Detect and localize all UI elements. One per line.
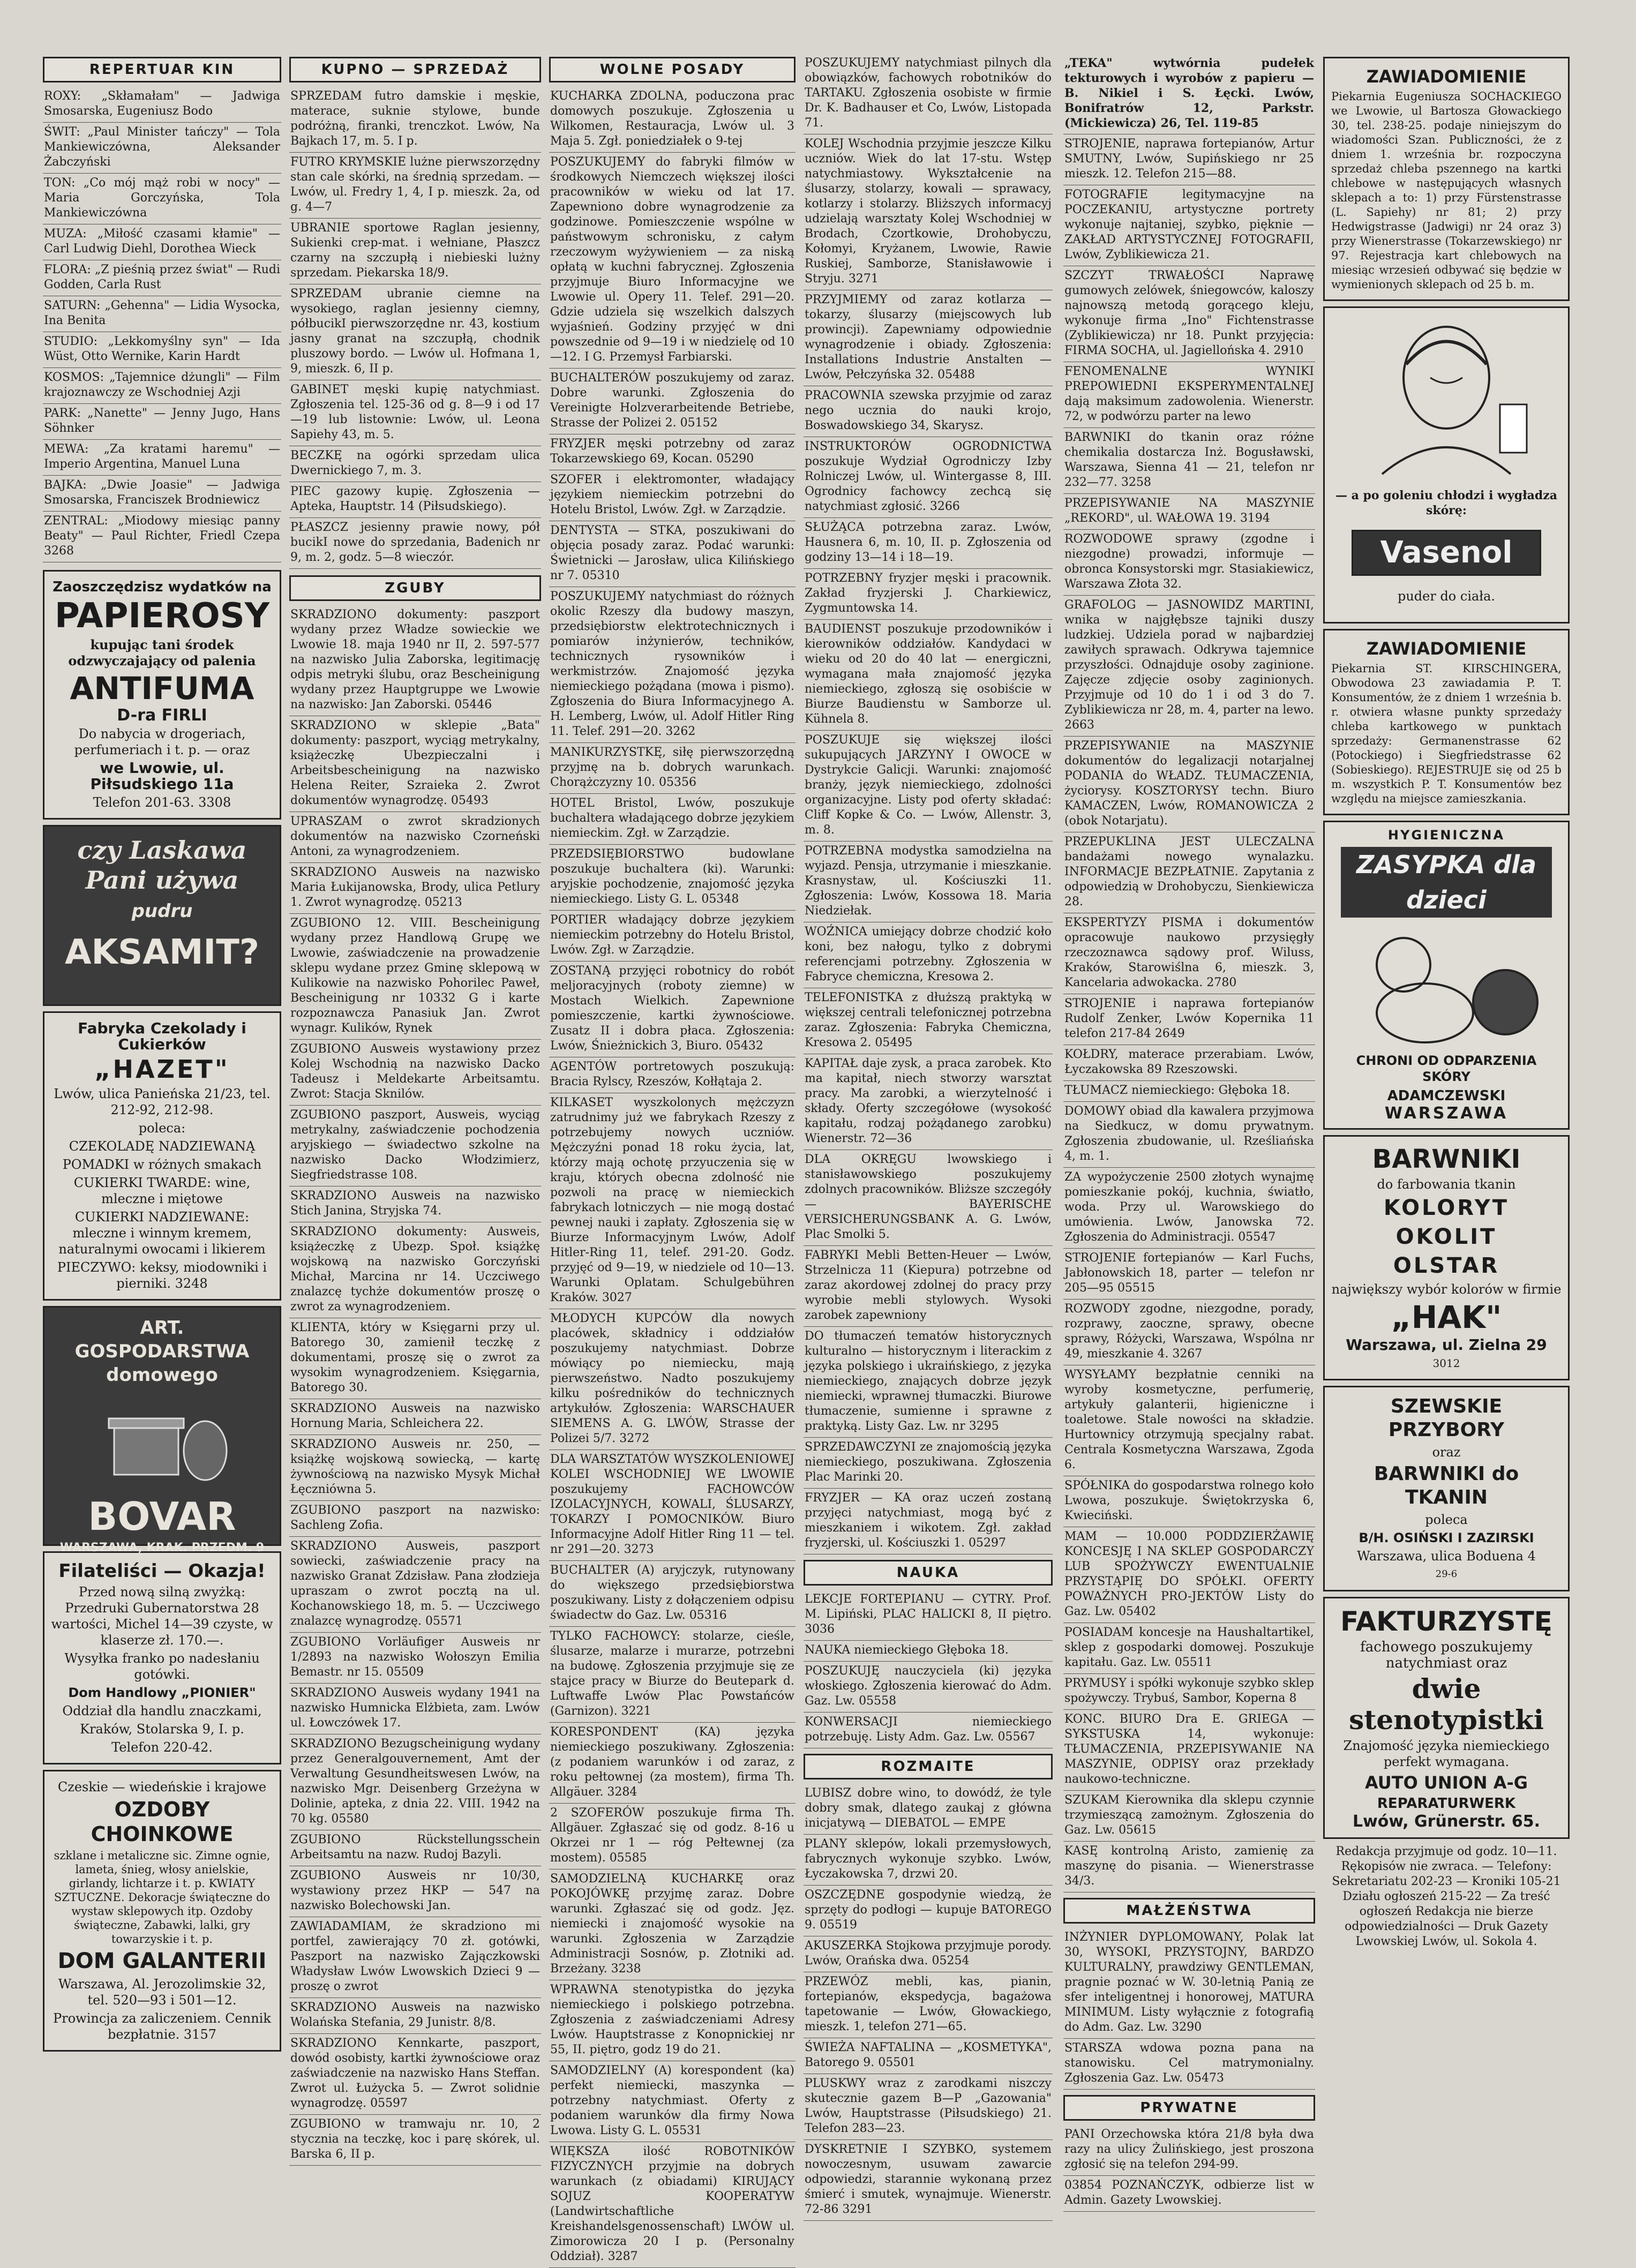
classified-ad: MANIKURZYSTKĘ, siłę pierwszorzędną przyjmę na b. dobrych warunkach. Chorążczyzny 10. 05356 bbox=[549, 743, 796, 794]
antifuma-brand: ANTIFUMA bbox=[70, 670, 254, 707]
classified-ad: AGENTÓW portretowych poszukują: Bracia Rylscy, Rzeszów, Kołłątaja 2. bbox=[549, 1057, 796, 1093]
fakturzyste-headline: FAKTURZYSTĘ bbox=[1340, 1606, 1552, 1637]
ozdoby-ad bbox=[43, 1770, 281, 2052]
column-4 bbox=[804, 54, 1053, 2216]
aksamit-ad bbox=[43, 825, 281, 1006]
man-hair bbox=[1406, 342, 1487, 365]
classified-ad: MŁODYCH KUPCÓW dla nowych placówek, składnicy i oddziałów poszukujemy natychmiast. Dobrze mówiący po niemiecku, mają pierwszeństwo. Nadto poszukujemy kilku pośredników do technicznych artykułów. Zgłoszenia: WARSCHAUER SIEMENS A. G. LWÓW, Strasse der Polizei 5/7. 3272 bbox=[549, 1309, 796, 1450]
classified-ad: POSZUKUJEMY natychmiast do różnych okolic Rzeszy dla budowy maszyn, przedsiębiorstw elektrotechnicznych i pomiarów inżynierów, techników, technicznych rysowników i werkmistrzów. Znajomość języka niemieckiego pożądana (mowa i pismo). Zgłoszenia do Biura Informacyjnego A. H. Lemberg, Lwów, ul. Adolf Hitler Ring 11. Telef. 291—20. 3262 bbox=[549, 587, 796, 743]
zawiadomienie-sochacki bbox=[1323, 57, 1570, 301]
classified-ad: WYSYŁAMY bezpłatnie cenniki na wyroby kosmetyczne, perfumerię, artykuły galanterii, higieniczne i toaletowe. Stale nowości na składzie. Hurtownicy otrzymują specjalny rabat. Centrala Kosmetyczna Warszawa, Zgoda 6. bbox=[1063, 1365, 1315, 1476]
classified-ad: SKRADZIONO dokumenty: Ausweis, książeczkę z Ubezp. Społ. książkę wojskową na nazwisko Gorczyński Michał, Marcina nr 14. Uczciwego znalazcę tychże dokumentów proszę o zwrot za wynagrodzeniem. bbox=[289, 1222, 541, 1318]
barwniki-olstar: OLSTAR bbox=[1393, 1253, 1500, 1278]
rozmaite-list bbox=[804, 1784, 1053, 2221]
filatelisci-line2: Przed nową silną zwyżką: Przedruki Gubernatorstwa 28 wartości, Michel 14—39 czyste, w klaserze zł. 170.—. bbox=[51, 1584, 273, 1648]
classified-ad: MEWA: „Za kratami haremu" — Imperio Argentina, Manuel Luna bbox=[43, 440, 281, 476]
aksamit-brand: AKSAMIT? bbox=[64, 933, 260, 972]
zawiadomienie-kirschinger-head: ZAWIADOMIENIE bbox=[1366, 639, 1527, 659]
classified-ad: ROZWODY zgodne, niezgodne, porady, rozprawy, zaoczne, sprawy, obecne sprawy, Różycki, Warszawa, Wspólna nr 49, mieszkanie 4. 3267 bbox=[1063, 1300, 1315, 1365]
column-6 bbox=[1323, 54, 1570, 2132]
classified-ad: SKRADZIONO Ausweis, paszport sowiecki, zaświadczenie pracy na nazwisko Granat Zdzisław. Pana złodzieja upraszam o zwrot pocztą na ul. Kochanowskiego 18, m. 5. — Uczciwego znalazcę wynagrodzę. 05571 bbox=[289, 1537, 541, 1633]
papierosy-ad-address: we Lwowie, ul. Piłsudskiego 11a bbox=[90, 759, 234, 793]
classified-ad: PRZEDSIĘBIORSTWO budowlane poszukuje buchaltera (ki). Warunki: aryjskie pochodzenie, znajomość języka niemieckiego. Listy G. L. 05348 bbox=[549, 845, 796, 911]
classified-ad: KLIENTA, który w Księgarni przy ul. Batorego 30, zamienił teczkę z dokumentami, proszę się o zwrot za wysokim wynagrodzeniem. Księgarnia, Batorego 30. bbox=[289, 1318, 541, 1399]
aksamit-ad-line1: czy Laskawa Pani używa bbox=[77, 836, 247, 895]
fakturzyste-stenotypistki: dwie stenotypistki bbox=[1349, 1673, 1544, 1736]
hazet-item3: CUKIERKI TWARDE: wine, mleczne i miętowe bbox=[73, 1175, 251, 1206]
zasypka-slogan: CHRONI OD ODPARZENIA SKÓRY bbox=[1356, 1053, 1537, 1084]
bovar-illustration bbox=[82, 1394, 243, 1485]
papierosy-ad-headline: PAPIEROSY bbox=[54, 596, 270, 636]
classified-ad: KASĘ kontrolną Aristo, zamienię za maszynę do pisania. — Wienerstrasse 34/3. bbox=[1063, 1842, 1315, 1892]
classified-ad: BUCHALTERÓW poszukujemy od zaraz. Dobre warunki. Zgłoszenia do Vereinigte Holzverarbeitende Betriebe, Strasse der Polizei 2. 05152 bbox=[549, 369, 796, 434]
fakturzyste-line2: fachowego poszukujemy natychmiast oraz bbox=[1360, 1639, 1533, 1671]
classified-ad: SKRADZIONO w sklepie „Bata" dokumenty: paszport, wyciąg metrykalny, książeczkę Ubezpieczalni i Arbeitsbescheinigung na nazwisko Helena Reiter, Szraieka 2. Zwrot dokumentów wynagrodzę. 05493 bbox=[289, 716, 541, 812]
classified-ad: PARK: „Nanette" — Jenny Jugo, Hans Söhnker bbox=[43, 404, 281, 440]
baby-illustration bbox=[1345, 922, 1548, 1050]
szewskie-przybory-ad bbox=[1323, 1386, 1570, 1591]
classified-ad: SKRADZIONO Ausweis wydany 1941 na nazwisko Humnicka Elżbieta, zam. Lwów ul. Łowczówek 17. bbox=[289, 1684, 541, 1734]
barwniki-hak-ad bbox=[1323, 1135, 1570, 1380]
ozdoby-brand: DOM GALANTERII bbox=[57, 1949, 267, 1973]
hazet-item5: PIECZYWO: keksy, miodowniki i pierniki. 3248 bbox=[57, 1260, 267, 1291]
classified-ad: POSZUKUJEMY do fabryki filmów w środkowych Niemczech większej ilości pracowników w wieku od lat 17. Zapewniono dobre wynagrodzenie za godzinowe. Pomieszczenie wspólne w państwowym schronisku, z całym rzeczowym wyżywieniem — za niską opłatą w kuchni fabrycznej. Zgłoszenia przyjmuje Biuro Informacyjne we Lwowie ul. Opery 11. Telef. 291—20. Gdzie udziela się wszelkich dalszych wyjaśnień. Godziny przyjęć w dni powszednie od 9—19 i w niedzielę od 10—12. I G. Przemysł Farbiarski. bbox=[549, 153, 796, 369]
classified-ad: SKRADZIONO Ausweis nr. 250, — książkę wojskową sowiecką, — kartę żywnościową na nazwisko Mysyk Michał Łęczniówna 5. bbox=[289, 1435, 541, 1501]
classified-ad: UBRANIE sportowe Raglan jesienny, Sukienki crep-mat. i wełniane, Płaszcz czarny na szczupłą i niebieski lużny sprzedam. Piekarska 18/9. bbox=[289, 219, 541, 284]
teka-ad: „TEKA" wytwórnia pudełek tekturowych i wyrobów z papieru — B. Nikiel i S. Łęcki. Lwów, Bonifratrów 12, Parkstr. (Mickiewicza) 26, Tel. 119-85 bbox=[1063, 54, 1315, 134]
classified-ad: GRAFOLOG — JASNOWIDZ MARTINI, wnika w najgłębsze tajniki duszy ludzkiej. Udziela porad w najbardziej zawiłych sprawach. Odkrywa tajemnice przyszłości. Odnajduje osoby zaginione. Zajęcze zdjęcie osoby zaginionych. Przyjmuje od 10 do 1 i od 3 do 7. Zyblikiewicza nr 28, m. 4, parter na lewo. 2663 bbox=[1063, 596, 1315, 737]
zawiadomienie-kirschinger-text: Piekarnia ST. KIRSCHINGERA, Obwodowa 23 zawiadamia P. T. Konsumentów, że z dniem 1 września b. r. otwiera własne punkty sprzedaży chleba kartkowego w punktach sprzedaży: Germanenstrasse 62 (Potockiego) i Siegfriedstrasse 62 (Sobieskiego). REJESTRUJE się od 25 b m. wszystkich P. T. Konsumentów bez względu na miejsce zamieszkania. bbox=[1331, 662, 1562, 805]
classified-ad: DYSKRETNIE I SZYBKO, systemem nowoczesnym, usuwam zawarcie odpowiedzi, starannie wykonaną przez śmierć i smutek, wynajmuje. Wienerstr. 72-86 3291 bbox=[804, 2140, 1053, 2221]
classified-ad: KAPITAŁ daje zysk, a praca zarobek. Kto ma kapitał, niech stworzy warsztat pracy. Ma zarobki, a wierzytelność i składy. Oferty szczegółowe (wysokość kapitału, rodzaj pożądanego zarobku) Wienerstr. 72—36 bbox=[804, 1054, 1053, 1150]
filatelisci-line4: Dom Handlowy „PIONIER" bbox=[68, 1685, 256, 1700]
classified-ad: DO tłumaczeń tematów historycznych kulturalno — historycznym i literackim z języka polskiego i ukraińskiego, z języka niemieckiego, znających dobrze język niemiecki, wprawnej tłumaczki. Biurowe tłumaczenie, sumienne i sprawne z praktyką. Listy Gaz. Lw. nr 3295 bbox=[804, 1327, 1053, 1438]
zasypka-ad bbox=[1323, 821, 1570, 1130]
nauka-list bbox=[804, 1590, 1053, 1748]
ozdoby-headline: OZDOBY CHOINKOWE bbox=[91, 1798, 234, 1846]
aksamit-ad-line2: pudru bbox=[131, 900, 193, 922]
barwniki-headline: BARWNIKI bbox=[1372, 1144, 1521, 1174]
powder-jar bbox=[1500, 404, 1527, 453]
zasypka-maker: ADAMCZEWSKI bbox=[1387, 1088, 1506, 1104]
classified-ad: POSIADAM koncesje na Haushaltartikel, sklep z gospodarki domowej. Poszukuje kapitału. Gaz. Lw. 05511 bbox=[1063, 1623, 1315, 1674]
ozdoby-line1: Czeskie — wiedeńskie i krajowe bbox=[57, 1779, 267, 1794]
classified-ad: HOTEL Bristol, Lwów, poszukuje buchaltera władającego dobrze językiem niemieckim. Zgł. w Zarządzie. bbox=[549, 794, 796, 845]
baby-body bbox=[1377, 983, 1473, 1042]
zguby-list bbox=[289, 605, 541, 2166]
uslugi-list bbox=[1063, 134, 1315, 1892]
papierosy-ad-line1: Zaoszczędzisz wydatków na bbox=[52, 579, 272, 595]
fakturzyste-line4: Znajomość języka niemieckiego perfekt wymagana. bbox=[1343, 1738, 1550, 1769]
man-shoulders bbox=[1382, 447, 1511, 474]
column-5 bbox=[1063, 54, 1315, 2207]
classified-ad: 2 SZOFERÓW poszukuje firma Th. Allgäuer. Zgłaszać się od godz. 8-16 u Okrzei nr 1 — róg Pełtewnej (za mostem). 05585 bbox=[549, 1804, 796, 1869]
classified-ad: MUZA: „Miłość czasami kłamie" — Carl Ludwig Diehl, Dorothea Wieck bbox=[43, 224, 281, 260]
classified-ad: POSZUKUJEMY natychmiast pilnych dla obowiązków, fachowych robotników do TARTAKU. Zgłoszenia osobiste w firmie Dr. K. Badhauser et Co, Lwów, Listopada 71. bbox=[804, 54, 1053, 134]
classified-ad: SKRADZIONO Ausweis na nazwisko Maria Łukijanowska, Brody, ulica Petlury 1. Zwrot wynagrodzę. 05213 bbox=[289, 863, 541, 914]
szewskie-poleca: poleca bbox=[1425, 1512, 1468, 1527]
hazet-brand: „HAZET" bbox=[94, 1055, 230, 1084]
filatelisci-line5: Oddział dla handlu znaczkami, bbox=[62, 1703, 262, 1718]
ozdoby-line6: Prowincja za zaliczeniem. Cennik bezpłatnie. 3157 bbox=[53, 2011, 271, 2042]
classified-ad: KONWERSACJI niemieckiego potrzebuję. Listy Adm. Gaz. Lw. 05567 bbox=[804, 1713, 1053, 1748]
vasenol-brand: Vasenol bbox=[1352, 530, 1541, 576]
classified-ad: GABINET męski kupię natychmiast. Zgłoszenia tel. 125-36 od g. 8—9 i od 17—19 lub listownie: Lwów, ul. Leona Sapiehy 43, m. 5. bbox=[289, 380, 541, 446]
bovar-ad bbox=[43, 1306, 281, 1554]
hak-number: 3012 bbox=[1432, 1357, 1460, 1370]
classified-ad: ZGUBIONO paszport na nazwisko: Sachleng Zofia. bbox=[289, 1501, 541, 1537]
classified-ad: SPRZEDAM ubranie ciemne na wysokiego, raglan jesienny ciemny, półbucikI pierwszorzędne nr. 43, kostium jasny granat na szczupłą, chodnik pluszowy bordo. — Lwów ul. Hofmana 1, 9, mieszk. 6, II p. bbox=[289, 284, 541, 380]
classified-ad: SAMODZIELNY (A) korespondent (ka) perfekt niemiecki, maszynka — potrzebny natychmiast. Oferty z podaniem warunków dla firmy Nowa Lwowa. Listy G. L. 05531 bbox=[549, 2061, 796, 2142]
filatelisci-ad bbox=[43, 1551, 281, 1764]
man-face-line bbox=[1430, 378, 1462, 383]
classified-ad: BUCHALTER (A) aryjczyk, rutynowany do większego przedsiębiorstwa poszukiwany. Listy z dołączeniem odpisu świadectw do Gaz. Lw. 05316 bbox=[549, 1561, 796, 1627]
papierosy-ad-phone: Telefon 201-63. 3308 bbox=[93, 795, 231, 810]
classified-ad: KUCHARKA ZDOLNA, poduczona prac domowych poszukuje. Zgłoszenia u Wilkomen, Restauracja, Lwów ul. 3 Maja 5. Zgł. poniedziałek o 9-tej bbox=[549, 87, 796, 153]
szewskie-barwniki: BARWNIKI do TKANIN bbox=[1374, 1463, 1519, 1508]
zasypka-brand: ZASYPKA dla dzieci bbox=[1341, 847, 1552, 918]
auto-union-brand: AUTO UNION A-G bbox=[1364, 1773, 1528, 1793]
auto-union-line6: REPARATURWERK bbox=[1377, 1796, 1516, 1812]
classified-ad: ZENTRAL: „Miodowy miesiąc panny Beaty" — Paul Richter, Friedl Czepa 3268 bbox=[43, 512, 281, 562]
classified-ad: PRACOWNIA szewska przyjmie od zaraz nego ucznia do nauki krojo, Boswadowskiego 34, Skarysz. bbox=[804, 386, 1053, 437]
fakturzyste-ad bbox=[1323, 1597, 1570, 1839]
section-header-malzenstwa: MAŁŻEŃSTWA bbox=[1063, 1898, 1315, 1924]
classified-ad: PIEC gazowy kupię. Zgłoszenia — Apteka, Hauptstr. 14 (Piłsudskiego). bbox=[289, 482, 541, 518]
powder-tin bbox=[1473, 970, 1537, 1034]
filatelisci-line6: Kraków, Stolarska 9, I. p. bbox=[80, 1722, 244, 1737]
section-header-rozmaite: ROZMAITE bbox=[804, 1754, 1053, 1779]
vasenol-ad bbox=[1323, 306, 1570, 624]
classified-ad: ZGUBIONO Vorläufiger Ausweis nr 1/2893 na nazwisko Wołoszyn Emilia Bemastr. nr 15. 05509 bbox=[289, 1633, 541, 1684]
classified-ad: SKRADZIONO Bezugscheinigung wydany przez Generalgouvernement, Amt der Verwaltung Gesundheitswesen Lwów, na nazwisko Mgr. Deisenberg Grzeżyna w Dolinie, apteka, z dnia 22. VIII. 1942 na 70 kg. 05580 bbox=[289, 1734, 541, 1830]
classified-ad: KONC. BIURO Dra E. GRIEGA — SYKSTUSKA 14, wykonuje: TŁUMACZENIA, PRZEPISYWANIE NA MASZYNIE, ODPISY oraz przekłady naukowo-techniczne. bbox=[1063, 1710, 1315, 1791]
filatelisci-line7: Telefon 220-42. bbox=[111, 1740, 213, 1755]
barwniki-koloryt: KOLORYT bbox=[1383, 1196, 1510, 1220]
section-header-repertuar: REPERTUAR KIN bbox=[43, 57, 281, 82]
classified-ad: DLA WARSZTATÓW WYSZKOLENIOWEJ KOLEI WSCHODNIEJ WE LWOWIE poszukujemy FACHOWCÓW IZOLACYJNYCH, KOWALI, ŚLUSARZY, TOKARZY I POMOCNIKÓW. Biuro Informacyjne Adolf Hitler Ring 11 — tel. nr 291—20. 3273 bbox=[549, 1450, 796, 1561]
column-3 bbox=[549, 54, 796, 2263]
classified-ad: 03854 POZNAŃCZYK, odbierze list w Admin. Gazety Lwowskiej. bbox=[1063, 2176, 1315, 2212]
classified-ad: ŚWIT: „Paul Minister tańczy" — Tola Mankiewiczówna, Aleksander Żabczyński bbox=[43, 123, 281, 174]
classified-ad: LEKCJE FORTEPIANU — CYTRY. Prof. M. Lipiński, PLAC HALICKI 8, II piętro. 3036 bbox=[804, 1590, 1053, 1641]
classified-ad: BECZKĘ na ogórki sprzedam ulica Dwernickiego 7, m. 3. bbox=[289, 446, 541, 482]
classified-ad: TON: „Co mój mąż robi w nocy" — Maria Gorczyńska, Tola Mankiewiczówna bbox=[43, 174, 281, 224]
classified-ad: BAJKA: „Dwie Joasie" — Jadwiga Smosarska, Franciszek Brodniewicz bbox=[43, 476, 281, 512]
classified-ad: STUDIO: „Lekkomyślny syn" — Ida Wüst, Otto Wernike, Karin Hardt bbox=[43, 332, 281, 368]
papierosy-ad-maker: D-ra FIRLI bbox=[117, 706, 207, 725]
classified-ad: FUTRO KRYMSKIE lużne pierwszorzędny stan cale skórki, na średnią sprzedam. — Lwów, ul. Fredry 1, 4, I p. mieszk. 2a, od g. 4—7 bbox=[289, 153, 541, 219]
classified-ad: AKUSZERKA Stojkowa przyjmuje porody. Lwów, Orańska dwa. 05254 bbox=[804, 1936, 1053, 1972]
classified-ad: DLA OKRĘGU lwowskiego i stanisławowskiego poszukujemy zdolnych pracowników. Bliższe szczegóły — BAYERISCHE VERSICHERUNGSBANK A. G. Lwów, Plac Smolki 5. bbox=[804, 1150, 1053, 1246]
classified-ad: ZGUBIONO Rückstellungsschein Arbeitsamtu na nazw. Rudoj Bazyli. bbox=[289, 1830, 541, 1866]
bovar-pot bbox=[114, 1426, 178, 1475]
classified-ad: KOSMOS: „Tajemnice dżungli" — Film krajoznawczy ze Wschodniej Azji bbox=[43, 368, 281, 404]
vasenol-line1: — a po goleniu chłodzi i wygładza skórę: bbox=[1335, 489, 1558, 517]
classified-ad: STARSZA wdowa pozna pana na stanowisku. Cel matrymonialny. Zgłoszenia Gaz. Lw. 05473 bbox=[1063, 2039, 1315, 2090]
classified-ad: PRZEPUKLINA JEST ULECZALNA bandażami nowego wynalazku. INFORMACJE BEZPŁATNIE. Zapytania z odpowiedzią w Drohobyczu, Sienkiewicza 28. bbox=[1063, 832, 1315, 913]
ozdoby-address: Warszawa, Al. Jerozolimskie 32, tel. 520—93 i 501—12. bbox=[58, 1977, 266, 2008]
classified-ad: FENOMENALNE WYNIKI PREPOWIEDNI EKSPERYMENTALNEJ dają maksimum zadowolenia. Wienerstr. 72, w podwórzu parter na lewo bbox=[1063, 362, 1315, 428]
section-header-wolne-posady: WOLNE POSADY bbox=[549, 57, 796, 82]
classified-ad: KORESPONDENT (KA) języka niemieckiego poszukiwany. Zgłoszenia: (z podaniem warunków i od zaraz, z roku pełtownej (za mostem), firma Th. Allgäuer. 3284 bbox=[549, 1723, 796, 1804]
section-header-kupno: KUPNO — SPRZEDAŻ bbox=[289, 57, 541, 82]
classified-ad: FOTOGRAFIE legitymacyjne na POCZEKANIU, artystyczne portrety wykonuje najtaniej, szybko, pięknie — ZAKŁAD ARTYSTYCZNEJ FOTOGRAFII, Lwów, Zyblikiewicza 21. bbox=[1063, 185, 1315, 266]
bovar-brand: BOVAR bbox=[88, 1494, 236, 1539]
redakcja-footer: Redakcja przyjmuje od godz. 10—11. Rękopisów nie zwraca. — Telefony: Sekretariatu 202-23 — Kroniki 105-21 Działu ogłoszeń 215-22 — Za treść ogłoszeń Redakcja nie bierze odpowiedzialności — Druk Gazety Lwowskiej Lwów, ul. Sokola 4. bbox=[1332, 1845, 1561, 1948]
hak-brand: „HAK" bbox=[1391, 1299, 1502, 1335]
classified-ad: SPRZEDAM futro damskie i męskie, materace, suknie stylowe, bunde podróżną, firanki, trenczkot. Lwów, Na Bajkach 17, m. 5. I p. bbox=[289, 87, 541, 153]
shaving-man-illustration bbox=[1345, 313, 1548, 474]
classified-ad: PANI Orzechowska która 21/8 była dwa razy na ulicy Żulińskiego, jest proszona zgłosić się na telefon 294-99. bbox=[1063, 2125, 1315, 2176]
column-2 bbox=[289, 54, 541, 2161]
classified-ad: STROJENIE fortepianów — Karl Fuchs, Jabłonowskich 18, parter — telefon nr 205—95 05515 bbox=[1063, 1249, 1315, 1300]
classified-ad: ZA wypożyczenie 2500 złotych wynajmę pomieszkanie pokój, kuchnia, światło, woda. Przy ul. Warowskiego do umówienia. Lwów, Janowska 72. Zgłoszenia do Administracji. 05547 bbox=[1063, 1168, 1315, 1249]
classified-ad: ZOSTANĄ przyjęci robotnicy do robót meljoracyjnych (roboty ziemne) w Mostach Wielkich. Zapewnione pomieszczenie, kartki żywnościowe. Zusatz II i dobra płaca. Zgłoszenia: Lwów, Śnieżnickich 3, Biuro. 05432 bbox=[549, 962, 796, 1057]
classified-ad: DENTYSTA — STKA, poszukiwani do objęcia posady zaraz. Podać warunki: Świetnicki — Jarosław, ulica Kilińskiego nr 7. 05310 bbox=[549, 521, 796, 587]
papierosy-ad bbox=[43, 570, 281, 820]
classified-ad: SKRADZIONO Kennkarte, paszport, dowód osobisty, kartki żywnościowe oraz zaświadczenie na nazwisko Hans Steffan. Zwrot ul. Łużycka 5. — Zwrot solidnie wynagrodzę. 05597 bbox=[289, 2034, 541, 2115]
classified-ad: PRYMUSY i spółki wykonuje szybko sklep spożywczy. Trybuś, Sambor, Koperna 8 bbox=[1063, 1674, 1315, 1710]
classified-ad: SPRZEDAWCZYNI ze znajomością języka niemieckiego, poszukiwana. Zgłoszenia Plac Marinki 20. bbox=[804, 1438, 1053, 1489]
classified-ad: EKSPERTYZY PISMA i dokumentów opracowuje naukowo przysięgły rzeczoznawca sądowy prof. Wiluss, Kraków, Starowiślna 6, mieszk. 3, Kancelaria adwokacka. 2780 bbox=[1063, 913, 1315, 994]
szewskie-number: 29-6 bbox=[1435, 1568, 1458, 1580]
classified-ad: SATURN: „Gehenna" — Lidia Wysocka, Ina Benita bbox=[43, 296, 281, 332]
hazet-item4: CUKIERKI NADZIEWANE: mleczne i winnym kremem, naturalnymi owocami i likierem bbox=[58, 1210, 266, 1257]
kupno-list bbox=[289, 87, 541, 569]
bovar-ad-line1: ART. GOSPODARSTWA domowego bbox=[74, 1317, 250, 1386]
classified-ad: SZUKAM Kierownika dla sklepu czynnie trzymieszącą zamożnym. Zgłoszenia do Gaz. Lw. 05615 bbox=[1063, 1791, 1315, 1842]
classified-ad: SZCZYT TRWAŁOŚCI Naprawę gumowych zelówek, śniegowców, kaloszy najnowszą metodą gorącego kleju, wykonuje firma „Ino" Fichtenstrasse (Zyblikiewicza) nr 18. Punkt przyjęcia: FIRMA SOCHA, ul. Jagiellońska 4. 2910 bbox=[1063, 266, 1315, 362]
classified-ad: ZGUBIONO Ausweis wystawiony przez Kolej Wschodnią na nazwisko Dacko Tadeusz i Meldekarte Arbeitsamtu. Zwrot: Stacja Sknilów. bbox=[289, 1040, 541, 1106]
barwniki-okolit: OKOLIT bbox=[1395, 1225, 1497, 1249]
classified-ad: ZGUBIONO Ausweis nr 10/30, wystawiony przez HKP — 547 na nazwisko Bolechowski Jan. bbox=[289, 1866, 541, 1917]
classified-ad: TYLKO FACHOWCY: stolarze, cieśle, ślusarze, malarze i murarze, potrzebni na budowę. Zgłoszenia przyjmuje się ze stajce pracy w Biurze do Beutepark d. Luftwaffe Lwów Plac Powstańców (Garnizon). 3221 bbox=[549, 1627, 796, 1723]
classified-ad: STROJENIE, naprawa fortepianów, Artur SMUTNY, Lwów, Supińskiego nr 25 mieszk. 12. Telefon 215—88. bbox=[1063, 134, 1315, 185]
classified-ad: PLUSKWY wraz z zarodkami niszczy skutecznie gazem B—P „Gazowania" Lwów, Hauptstrasse (Piłsudskiego) 21. Telefon 283—23. bbox=[804, 2074, 1053, 2140]
section-header-prywatne: PRYWATNE bbox=[1063, 2095, 1315, 2121]
classified-ad: PORTIER władający dobrze językiem niemieckim potrzebny do Hotelu Bristol, Lwów. Zgł. w Zarządzie. bbox=[549, 911, 796, 962]
szewskie-address: Warszawa, ulica Boduena 4 bbox=[1357, 1549, 1536, 1564]
szewskie-headline: SZEWSKIE PRZYBORY bbox=[1388, 1395, 1505, 1441]
classified-ad: ROXY: „Skłamałam" — Jadwiga Smosarska, Eugeniusz Bodo bbox=[43, 87, 281, 123]
classified-ad: POTRZEBNA modystka samodzielna na wyjazd. Pensja, utrzymanie i mieszkanie. Krasnystaw, ul. Kościuszki 11. Zgłoszenia: Lwów, Kossowa 18. Maria Niedziełak. bbox=[804, 842, 1053, 922]
classified-ad: SKRADZIONO Ausweis na nazwisko Stich Janina, Stryjska 74. bbox=[289, 1186, 541, 1222]
classified-ad: SKRADZIONO dokumenty: paszport wydany przez Władze sowieckie we Lwowie 18. maja 1940 nr II, 2. 597-577 na nazwisko Julia Zaborska, legitimację odpis metryki ślubu, oraz Bescheinigung wydany przez Hauptgruppe we Lwowie na nazwisko: Jan Zaborski. 05446 bbox=[289, 605, 541, 716]
classified-ad: FABRYKI Mebli Betten-Heuer — Lwów, Strzelnicza 11 (Kiepura) potrzebne od zaraz akordowej zdolnej do pracy przy wyrobie mebli stylowych. Wysoki zarobek zapewniony bbox=[804, 1246, 1053, 1327]
hazet-address: Lwów, ulica Panieńska 21/23, tel. 212-92, 212-98. bbox=[54, 1086, 271, 1117]
classified-ad: PŁASZCZ jesienny prawie nowy, pół bucikI nowe do sprzedania, Badenich nr 9, m. 2, godz. 5—8 wieczór. bbox=[289, 518, 541, 569]
barwniki-line6: największy wybór kolorów w firmie bbox=[1331, 1282, 1562, 1297]
classified-ad: KOŁDRY, materace przerabiam. Lwów, Łyczakowska 89 Rzeszowski. bbox=[1063, 1045, 1315, 1081]
classified-ad: PLANY sklepów, lokali przemysłowych, fabrycznych wykonuje szybko. Lwów, Łyczakowska 7, drzwi 20. bbox=[804, 1835, 1053, 1886]
classified-ad: TELEFONISTKA z dłuższą praktyką w większej centrali telefonicznej potrzebna zaraz. Zgłoszenia: Fabryka Chemiczna, Kresowa 2. 05495 bbox=[804, 988, 1053, 1054]
classified-ad: FRYZJER męski potrzebny od zaraz Tokarzewskiego 69, Kocan. 05290 bbox=[549, 434, 796, 470]
classified-ad: BAUDIENST poszukuje przodowników i kierowników oddziałów. Kandydaci w wieku od 20 do 40 lat — energiczni, wymagana mała znajomość języka niemieckiego, zgłoszą się osobiście w Biurze Baudienstu w Samborze ul. Kühnela 8. bbox=[804, 620, 1053, 731]
classified-ad: INŻYNIER DYPLOMOWANY, Polak lat 30, WYSOKI, PRZYSTOJNY, BARDZO KULTURALNY, prawdziwy GENTLEMAN, pragnie poznać w W. 30-letnią Panią ze sfer inteligentnej i honorowej, MATURA MINIMUM. Listy wyłącznie z fotografią do Adm. Gaz. Lw. 3290 bbox=[1063, 1928, 1315, 2039]
classified-ad: WIĘKSZA ilość ROBOTNIKÓW FIZYCZNYCH przyjmie na dobrych warunkach (z obiadami) KIRUJĄCY SOJUZ KOOPERATYW (Landwirtschaftliche Kreishandelsgenossenschaft) LWÓW ul. Zimorowicza 20 I p. (Personalny Oddział). 3287 bbox=[549, 2142, 796, 2268]
classified-ad: ZGUBIONO w tramwaju nr. 10, 2 stycznia na teczkę, koc i parę skórek, ul. Barska 6, II p. bbox=[289, 2115, 541, 2166]
classified-ad: ROZWODOWE sprawy (zgodne i niezgodne) prowadzi, informuje — obronca Konsystorski mgr. Stasiakiewicz, Warszawa Złota 32. bbox=[1063, 530, 1315, 596]
classified-ad: PRZYJMIEMY od zaraz kotlarza — tokarzy, ślusarzy (miejscowych lub prowincji). Zapewniamy odpowiednie wynagrodzenie i obiady. Zgłoszenia: Installations Industrie Anstalten — Lwów, Pełczyńska 32. 05488 bbox=[804, 290, 1053, 386]
classified-ad: SPÓŁNIKA do gospodarstwa rolnego koło Lwowa, poszukuje. Świętokrzyska 6, Kwieciński. bbox=[1063, 1476, 1315, 1527]
classified-ad: SŁUŻĄCA potrzebna zaraz. Lwów, Hausnera 6, m. 10, II. p. Zgłoszenia od godziny 13—14 i 18—19. bbox=[804, 518, 1053, 569]
classified-ad: POTRZEBNY fryzjer męski i pracownik. Zakład fryzjerski J. Charkiewicz, Zygmuntowska 14. bbox=[804, 569, 1053, 620]
classified-ad: SKRADZIONO Ausweis na nazwisko Hornung Maria, Schleichera 22. bbox=[289, 1399, 541, 1435]
classified-ad: LUBISZ dobre wino, to dowódź, że tyle dobry smak, dlatego zaukaj z główna inicjatywą — DIEBATOL — EMPE bbox=[804, 1784, 1053, 1835]
section-header-zguby: ZGUBY bbox=[289, 575, 541, 601]
hazet-item1: CZEKOLADĘ NADZIEWANĄ bbox=[69, 1139, 256, 1154]
zasypka-city: WARSZAWA bbox=[1384, 1104, 1509, 1123]
szewskie-firm: B/H. OSIŃSKI I ZAZIRSKI bbox=[1359, 1530, 1534, 1545]
hazet-poleca: poleca: bbox=[138, 1121, 186, 1136]
classified-ad: KILKASET wyszkolonych mężczyzn zatrudnimy już we fabrykach Rzeszy z potrzebujemy nowych uczniów. Mężczyźni ponad 18 roku życia, lat, którzy mają ochotę przyuczenia się w kraju, których obecna zdolność nie pozwoli na pracę w niemieckich fabrykach lotniczych — nie mogą dostać pewnej nauki i zapłaty. Zgłoszenia się w Biurze Informacyjnym Lwów, Adolf Hitler-Ring 11, telef. 291-20. Godz. przyjęć od 9—19, w niedziele od 10—13. Warunki Oplatam. Schulgebühren Kraków. 3027 bbox=[549, 1093, 796, 1309]
hak-address: Warszawa, ul. Zielna 29 bbox=[1346, 1336, 1547, 1354]
poszukujemy-list bbox=[804, 54, 1053, 1554]
classified-ad: POSZUKUJE się większej ilości sukupujących JARZYNY I OWOCE w Dystrykcie Galicji. Warunki: znajomość branży, język niemieckiego, zdolności organizacyjne. Listy pod oferty składać: Cliff Kopke & Co. — Lwów, Allenstr. 3, m. 8. bbox=[804, 731, 1053, 842]
classified-ad: WOŹNICA umiejący dobrze chodzić koło koni, bez nałogu, tylko z dobrymi referencjami potrzebny. Zgłoszenia w Fabryce chemiczna, Kresowa 2. bbox=[804, 922, 1053, 988]
classified-ad: TŁUMACZ niemieckiego: Głęboka 18. bbox=[1063, 1081, 1315, 1102]
classified-ad: BARWNIKI do tkanin oraz różne chemikalia dostarcza Inż. Bogusławski, Warszawa, Sienna 41 — 21, telefon nr 232—77. 3258 bbox=[1063, 428, 1315, 494]
classified-ad: NAUKA niemieckiego Głęboka 18. bbox=[804, 1641, 1053, 1662]
repertuar-list bbox=[43, 87, 281, 562]
filatelisci-headline: Filateliści — Okazja! bbox=[58, 1560, 266, 1582]
classified-ad: PRZEWÓZ mebli, kas, pianin, fortepianów, ekspedycja, bagażowa tapetowanie — Lwów, Głowackiego, mieszk. 1, telefon 271—65. bbox=[804, 1972, 1053, 2038]
zawiadomienie-sochacki-head: ZAWIADOMIENIE bbox=[1366, 66, 1527, 87]
classified-ad: WPRAWNA stenotypistka do języka niemieckiego i polskiego potrzebna. Zgłoszenia z zaświadczeniami Adresy Lwów. Hauptstrasse z Konopnickiej nr 55, II. piętro, godz 19 do 21. bbox=[549, 1980, 796, 2061]
zawiadomienie-kirschinger bbox=[1323, 629, 1570, 815]
classified-ad: UPRASZAM o zwrot skradzionych dokumentów na nazwisko Czorneński Antoni, za wynagrodzeniem. bbox=[289, 812, 541, 863]
zasypka-line1: HYGIENICZNA bbox=[1387, 828, 1505, 843]
prywatne-list bbox=[1063, 2125, 1315, 2212]
hazet-item2: POMADKI w różnych smakach bbox=[62, 1157, 262, 1172]
column-1 bbox=[43, 54, 281, 2132]
classified-ad: SAMODZIELNĄ KUCHARKĘ oraz POKOJÓWKĘ przyjmę zaraz. Dobre warunki. Zgłaszać się od godz. Jęz. niemiecki i znajomość wysokie na warunki. Zgłoszenia w Zarządzie Administracji Sosnów, p. Złotniki ad. Brzeżany. 3238 bbox=[549, 1869, 796, 1980]
classified-ad: KOLEJ Wschodnia przyjmie jeszcze Kilku uczniów. Wiek do lat 17-stu. Wstęp natychmiastowy. Wykształcenie na ślusarzy, stolarzy, kowali — sprawacy, kotlarzy i stolarzy. Bliższych informacyj udzielają warsztaty Kolej Wschodniej w Brodach, Czortkowie, Drohobyczu, Kołomyi, Kryżanem, Lwowie, Rawie Ruskiej, Samborze, Stanisławowie i Stryju. 3271 bbox=[804, 134, 1053, 290]
hazet-ad-line1: Fabryka Czekolady i Cukierków bbox=[78, 1019, 246, 1053]
papierosy-ad-line6: Do nabycia w drogeriach, perfumeriach i t. p. — oraz bbox=[74, 726, 250, 757]
classified-ad: ZGUBIONO paszport, Ausweis, wyciąg metrykalny, zaświadczenie pochodzenia aryjskiego — świadectwo szkolne na nazwisko Dacko Włodzimierz, Siegfriedstrasse 108. bbox=[289, 1106, 541, 1186]
classified-ad: DOMOWY obiad dla kawalera przyjmowa na Siedkucz, w domu prywatnym. Zgłoszenia zbudowanie, ul. Rześliańska 4, m. 1. bbox=[1063, 1102, 1315, 1168]
malzenstwa-list bbox=[1063, 1928, 1315, 2090]
classified-ad: ŚWIEŻA NAFTALINA — „KOSMETYKA", Batorego 9. 05501 bbox=[804, 2038, 1053, 2074]
classified-ad: PRZEPISYWANIE na MASZYNIE dokumentów do legalizacji notarjalnej PODANIA do WŁADZ. TŁUMACZENIA, życiorysy. KOSZTORYSY techn. Biuro KAMACZEN, Lwów, ROMANOWICZA 2 (obok Notarjatu). bbox=[1063, 737, 1315, 832]
wolne-posady-list bbox=[549, 87, 796, 2268]
classified-ad: ZGUBIONO 12. VIII. Bescheinigung wydany przez Handlową Grupę we Lwowie, zaświadczenie na prowadzenie sklepu wydane przez Gminę sklepową w Kulikowie na nazwisko Pohorilec Paweł, Bescheinigung nr 10332 G i karte rozpoznawcza Panasiuk Jan. Zwrot wynagr. Kulików, Rynek bbox=[289, 914, 541, 1040]
classified-ad: OSZCZĘDNE gospodynie wiedzą, że sprzęty do podłogi — kupuje BATOREGO 9. 05519 bbox=[804, 1886, 1053, 1936]
classified-ad: SKRADZIONO Ausweis na nazwisko Wolańska Stefania, 29 Junistr. 8/8. bbox=[289, 1998, 541, 2034]
szewskie-line2: oraz bbox=[1432, 1445, 1461, 1460]
classified-ad: ZAWIADAMIAM, że skradziono mi portfel, zawierający 70 zł. gotówki, Paszport na nazwisko Zajączkowski Władysław Lwów Lwowskich Dzieci 9 — proszę o zwrot bbox=[289, 1917, 541, 1998]
classified-ad: MAM — 10.000 PODDZIERŻAWIĘ KONCESJĘ I NA SKLEP GOSPODARCZY LUB SPOŻYWCZY EWENTUALNIE PRZYSTĄPIĘ DO SPÓŁKI. OFERTY POWAŻNYCH PRO-JEKTÓW Listy do Gaz. Lw. 05402 bbox=[1063, 1527, 1315, 1623]
bovar-address: WARSZAWA, KRAK. PRZEDM. 9 bbox=[59, 1541, 265, 1554]
classified-ad: FLORA: „Z pieśnią przez świat" — Rudi Godden, Carla Rust bbox=[43, 260, 281, 296]
zawiadomienie-sochacki-text: Piekarnia Eugeniusza SOCHACKIEGO we Lwowie, ul Bartosza Głowackiego 30, tel. 238-25. podaje niniejszym do wiadomości Szan. Publiczności, że z dniem 1. września br. rozpoczyna sprzedaż chleba pszennego na kartki chlebowe w następujących własnych sklepach a to: 1) przy Fürstenstrasse (L. Sapiehy) nr 81; 2) przy Hedwigstrasse (Jadwigi) nr 24 oraz 3) przy Wienerstrasse (Tokarzewskiego) nr 97. Rejestracja kart chlebowych na miesiąc wrzesień odbywać się będzie w wymienionych sklepach od 25 b. m. bbox=[1331, 90, 1562, 291]
papierosy-ad-line3: kupując tani środek odzwyczajający od palenia bbox=[68, 637, 256, 669]
classified-ad: INSTRUKTORÓW OGRODNICTWA poszukuje Wydział Ogrodniczy Izby Rolniczej Lwów, ul. Wintergasse 8, III. Ogrodnicy fachowcy zechcą się natychmiast zgłosić. 3266 bbox=[804, 437, 1053, 518]
classified-ad: SZOFER i elektromonter, władający językiem niemieckim potrzebni do Hotelu Bristol, Lwów. Zgł. w Zarządzie. bbox=[549, 470, 796, 521]
hazet-ad bbox=[43, 1011, 281, 1301]
filatelisci-line3: Wysyłka franko po nadesłaniu gotówki. bbox=[64, 1651, 260, 1682]
ozdoby-line3: szklane i metaliczne sic. Zimne ognie, lameta, śnieg, włosy anielskie, girlandy, lichtarze i t. p. KWIATY SZTUCZNE. Dekoracje świąteczne do wystaw sklepowych itp. Ozdoby świąteczne, Zabawki, lalki, gry towarzyskie i t. p. bbox=[54, 1849, 271, 1946]
bovar-lid bbox=[109, 1418, 184, 1428]
auto-union-address: Lwów, Grünerstr. 65. bbox=[1352, 1812, 1541, 1831]
vasenol-line3: puder do ciała. bbox=[1397, 589, 1496, 604]
classified-ad: PRZEPISYWANIE NA MASZYNIE „REKORD", ul. WAŁOWA 19. 3194 bbox=[1063, 494, 1315, 530]
barwniki-line2: do farbowania tkanin bbox=[1377, 1177, 1516, 1192]
classified-ad: STROJENIE i naprawa fortepianów Rudolf Zenker, Lwów Kopernika 11 telefon 217-84 2649 bbox=[1063, 994, 1315, 1045]
section-header-nauka: NAUKA bbox=[804, 1560, 1053, 1586]
bovar-jug bbox=[184, 1421, 227, 1480]
classified-ad: POSZUKUJĘ nauczyciela (ki) języka włoskiego. Zgłoszenia kierować do Adm. Gaz. Lw. 05558 bbox=[804, 1662, 1053, 1713]
classified-ad: FRYZJER — KA oraz uczeń zostaną przyjęci natychmiast, mogą być z mieszkaniem i wikotem. Zgł. zakład fryzjerski, ul. Kościuszki 1. 05297 bbox=[804, 1489, 1053, 1554]
